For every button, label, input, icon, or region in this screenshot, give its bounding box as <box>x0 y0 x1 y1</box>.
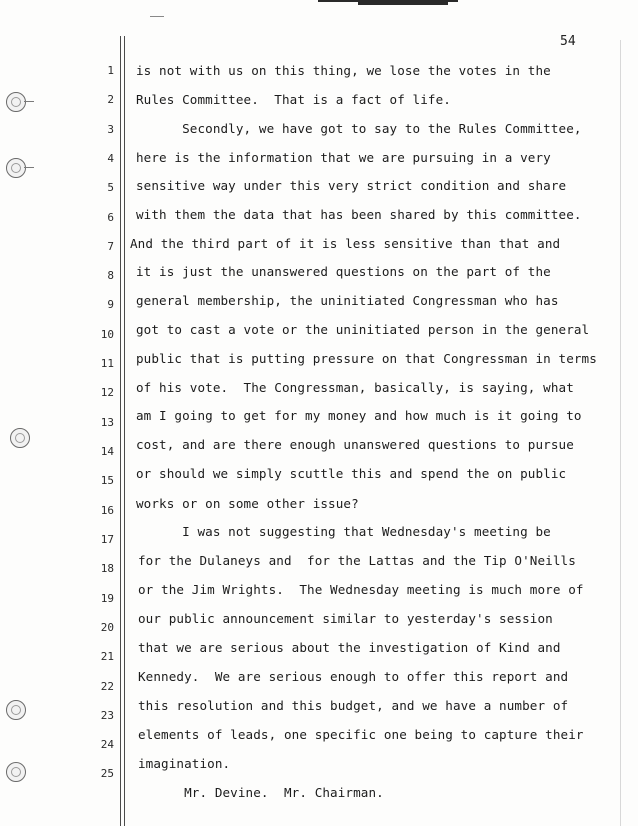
transcript-line: am I going to get for my money and how much is it going to <box>136 408 582 423</box>
line-number: 23 <box>100 709 114 722</box>
transcript-line: this resolution and this budget, and we have a number of <box>138 698 569 713</box>
transcript-line: Rules Committee. That is a fact of life. <box>136 92 451 107</box>
transcript-line: with them the data that has been shared by this committee. <box>136 207 582 222</box>
margin-rule-left-inner <box>124 36 125 826</box>
transcript-line: got to cast a vote or the uninitiated person in the general <box>136 322 590 337</box>
transcript-line: sensitive way under this very strict condition and share <box>136 178 567 193</box>
line-number: 17 <box>100 533 114 546</box>
line-number: 11 <box>100 357 114 370</box>
margin-rule-left <box>120 36 121 826</box>
line-number: 19 <box>100 592 114 605</box>
hole-punch-tail <box>24 167 34 168</box>
line-number: 6 <box>107 211 114 224</box>
transcript-line: Kennedy. We are serious enough to offer this report and <box>138 669 569 684</box>
transcript-line: imagination. <box>138 756 231 771</box>
transcript-line: or should we simply scuttle this and spend the on public <box>136 466 567 481</box>
transcript-line: general membership, the uninitiated Congressman who has <box>136 293 559 308</box>
transcript-line: public that is putting pressure on that Congressman in terms <box>136 351 597 366</box>
transcript-line: works or on some other issue? <box>136 496 359 511</box>
line-number: 7 <box>107 240 114 253</box>
line-number: 4 <box>107 152 114 165</box>
line-number: 18 <box>100 562 114 575</box>
transcript-line: Mr. Devine. Mr. Chairman. <box>138 785 384 800</box>
line-number: 8 <box>107 269 114 282</box>
line-number: 25 <box>100 767 114 780</box>
line-number: 5 <box>107 181 114 194</box>
hole-punch-icon <box>6 158 26 178</box>
transcript-line: here is the information that we are pursuing in a very <box>136 150 551 165</box>
scan-tick <box>150 16 164 17</box>
transcript-line: of his vote. The Congressman, basically, is saying, what <box>136 380 574 395</box>
page-number: 54 <box>560 34 576 49</box>
line-number: 21 <box>100 650 114 663</box>
transcript-line: I was not suggesting that Wednesday's meeting be <box>136 524 551 539</box>
line-number: 9 <box>107 298 114 311</box>
transcript-line: for the Dulaneys and for the Lattas and the Tip O'Neills <box>138 553 576 568</box>
transcript-line: that we are serious about the investigation of Kind and <box>138 640 561 655</box>
transcript-line: is not with us on this thing, we lose the votes in the <box>136 63 551 78</box>
transcript-line: our public announcement similar to yesterday's session <box>138 611 553 626</box>
line-number: 16 <box>100 504 114 517</box>
transcript-line: or the Jim Wrights. The Wednesday meeting is much more of <box>138 582 584 597</box>
transcript-line: Secondly, we have got to say to the Rules Committee, <box>136 121 582 136</box>
transcript-line: cost, and are there enough unanswered questions to pursue <box>136 437 574 452</box>
line-number: 12 <box>100 386 114 399</box>
transcript-line: And the third part of it is less sensitive than that and <box>130 236 561 251</box>
hole-punch-icon <box>6 762 26 782</box>
hole-punch-icon <box>6 700 26 720</box>
line-number: 14 <box>100 445 114 458</box>
margin-rule-right <box>620 40 621 826</box>
line-number: 24 <box>100 738 114 751</box>
line-number: 2 <box>107 93 114 106</box>
line-number: 15 <box>100 474 114 487</box>
line-number: 22 <box>100 680 114 693</box>
line-number: 13 <box>100 416 114 429</box>
scan-mark-top <box>318 0 458 6</box>
hole-punch-icon <box>6 92 26 112</box>
line-number: 10 <box>100 328 114 341</box>
line-number: 1 <box>107 64 114 77</box>
line-number: 3 <box>107 123 114 136</box>
hole-punch-tail <box>24 101 34 102</box>
transcript-line: elements of leads, one specific one being to capture their <box>138 727 584 742</box>
line-number: 20 <box>100 621 114 634</box>
hole-punch-icon <box>10 428 30 448</box>
transcript-line: it is just the unanswered questions on the part of the <box>136 264 551 279</box>
